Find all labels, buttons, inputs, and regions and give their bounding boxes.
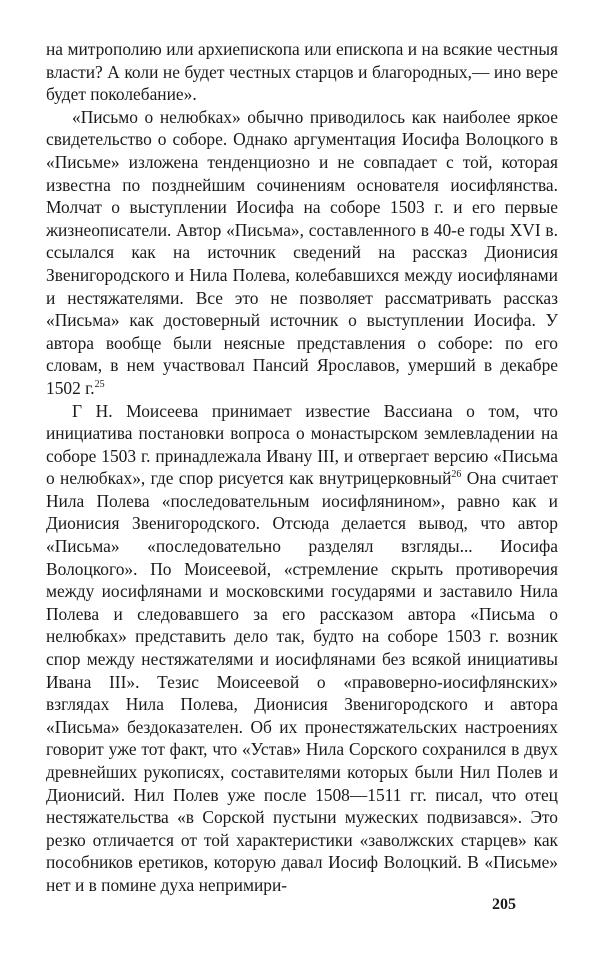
- paragraph-continuation: [46, 38, 558, 106]
- paragraph-1-text: на митрополию или архиепископа или епископа и на всякие честныя власти? А коли не будет честных старцов и благородных,— ино вере будет поколебание».: [46, 39, 558, 105]
- footnote-marker-26: 26: [451, 469, 462, 481]
- paragraph-letter-of-dislikes: [46, 106, 558, 400]
- page-number: 205: [492, 896, 516, 913]
- paragraph-3-text-end: Она считает Нила Полева «последовательным иосифлянином», равно как и Дионисия Звенигородского. Отсюда делается вывод, что автор «Письма» «последовательно разделял взгляды... Иосифа Волоцкого». По Моисеевой, «стремление скрыть противоречия между иосифлянами и московскими государями и заставило Нила Полева и следовавшего за его рассказом автора «Письма о нелюбках» представить дело так, будто на соборе 1503 г. возник спор между нестяжателями и иосифлянами без всякой инициативы Ивана III». Тезис Моисеевой о «правоверно-иосифлянских» взглядах Нила Полева, Дионисия Звенигородского и автора «Письма» бездоказателен. Об их пронестяжательских настроениях говорит уже тот факт, что «Устав» Нила Сорского сохранился в двух древнейших рукописях, составителями которых были Нил Полев и Дионисий. Нил Полев уже после 1508—1511 гг. писал, что отец нестяжательства «в Сорской пустыни мужеских подвизався». Это резко отличается от той характеристики «заволжских старцев» как пособников еретиков, которую давал Иосиф Волоцкий. В «Письме» нет и в помине духа непримири-: [46, 468, 558, 895]
- page-body: [46, 38, 558, 897]
- paragraph-3-text-start: Г Н. Моисеева принимает известие Вассиана о том, что инициатива постановки вопроса о монастырском землевладении на соборе 1503 г. принадлежала Ивану III, и отвергает версию «Письма о нелюбках», где спор рисуется как внутрицерковный: [46, 400, 558, 489]
- paragraph-moiseeva: [46, 400, 558, 897]
- paragraph-2-text: «Письмо о нелюбках» обычно приводилось как наиболее яркое свидетельство о соборе. Однако аргументация Иосифа Волоцкого в «Письме» изложена тенденциозно и не совпадает с той, которая известна по позднейшим сочинениям основателя иосифлянства. Молчат о выступлении Иосифа на соборе 1503 г. и его первые жизнеописатели. Автор «Письма», составленного в 40-е годы XVI в. ссылался как на источник сведений на рассказ Дионисия Звенигородского и Нила Полева, колебавшихся между иосифлянами и нестяжателями. Все это не позволяет рассматривать рассказ «Письма» как достоверный источник о выступлении Иосифа. У автора вообще были неясные представления о соборе: по его словам, в нем участвовал Пансий Ярославов, умерший в декабре 1502 г.: [46, 106, 558, 398]
- footnote-marker-25: 25: [94, 379, 105, 391]
